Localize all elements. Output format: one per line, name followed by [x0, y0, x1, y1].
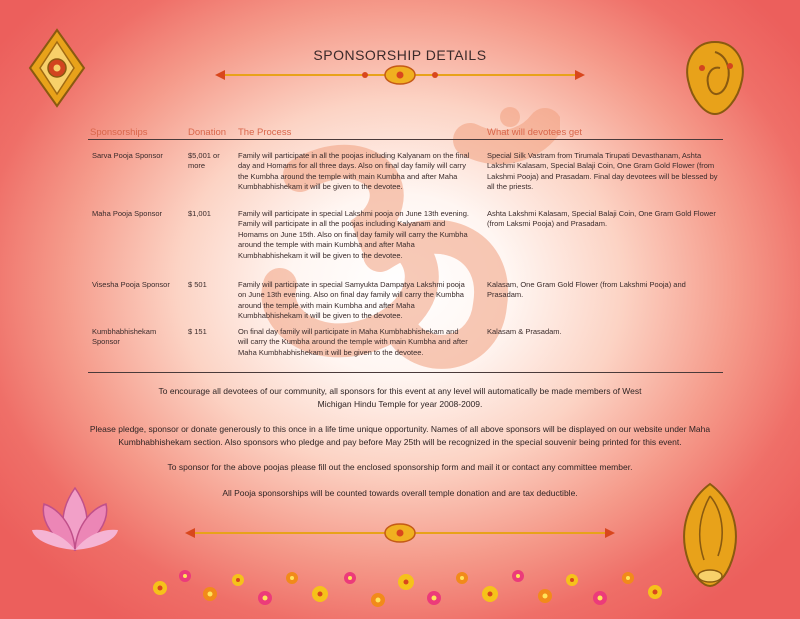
sponsor-name: Sarva Pooja Sponsor [92, 151, 163, 160]
process-text: On final day family will participate in Maha Kumbhabhishekam and will carry the Kumbha around the temple with main Kumbha and after Maha Kumbhabhishekam it will be given to the devotee. [238, 327, 468, 357]
page-title: SPONSORSHIP DETAILS [313, 47, 487, 63]
bottom-divider-icon [185, 520, 615, 546]
benefits-text: Kalasam, One Gram Gold Flower (from Lakshmi Pooja) and Prasadam. [487, 280, 686, 300]
membership-note: To encourage all devotees of our community, all sponsors for this event at any level will automatically be made members of West Michigan Hindu Temple for year 2008-2009. [158, 386, 642, 409]
column-header-process: The Process [238, 127, 292, 138]
column-header-donation: Donation [188, 127, 227, 138]
header-rule [88, 139, 723, 140]
donation-amount: $5,001 or more [188, 151, 220, 171]
notes-section [80, 385, 720, 499]
form-note: To sponsor for the above poojas please fill out the enclosed sponsorship form and mail it or contact any committee member. [167, 462, 633, 472]
process-text: Family will participate in all the poojas including Kalyanam on the final day and Homams for all three days. Also on final day family will carry the Kumbha around the temple with main Kumbha and after Maha Kumbhabhishekam it will be given to the devotee. [238, 151, 470, 192]
column-header-sponsorships: Sponsorships [90, 127, 148, 138]
donation-amount: $ 501 [188, 280, 207, 289]
sponsor-name: Visesha Pooja Sponsor [92, 280, 170, 289]
donation-amount: $ 151 [188, 327, 207, 336]
pledge-note: Please pledge, sponsor or donate generously to this once in a life time unique opportunity. Names of all above sponsors will be displayed on our website under Maha Kumbhabhishekam section. Also sponsors who pledge and pay before May 25th will be recognized in the special souvenir being printed for this event. [89, 424, 711, 447]
benefits-text: Special Silk Vastram from Tirumala Tirupati Devasthanam, Ashta Lakshmi Kalasam, Special Balaji Coin, One Gram Gold Flower (from Lakshmi Pooja) and Prasadam. Final day devotees will be blessed by all the priests. [487, 151, 718, 192]
benefits-text: Ashta Lakshmi Kalasam, Special Balaji Coin, One Gram Gold Flower (from Laksmi Pooja) and Prasadam. [487, 209, 716, 229]
table-bottom-rule [88, 372, 723, 373]
gold-ornament-icon [22, 28, 92, 108]
flower-garland-icon [140, 548, 680, 618]
sponsor-name: Maha Pooja Sponsor [92, 209, 163, 218]
process-text: Family will participate in special Lakshmi pooja on June 13th evening. Family will participate in all the poojas including Kalyanam and Homams on June 15th. Also on final day family will carry the Kumbha around the temple with main Kumbha and after Maha Kumbhabhishekam it will be given to the devotee. [238, 209, 469, 260]
column-header-benefits: What will devotees get [487, 127, 583, 138]
process-text: Family will participate in special Samyukta Dampatya Lakshmi pooja on June 13th evening. Also on final day family will carry the Kumbha around the temple with main Kumbha and after Maha Kumbhabhishekam it will be given to the devotee. [238, 280, 465, 321]
donation-amount: $1,001 [188, 209, 211, 218]
title-divider-icon [215, 62, 585, 88]
benefits-text: Kalasam & Prasadam. [487, 327, 562, 336]
sponsor-name: Kumbhabhishekam Sponsor [92, 327, 157, 347]
tax-note: All Pooja sponsorships will be counted towards overall temple donation and are tax deductible. [222, 487, 578, 498]
